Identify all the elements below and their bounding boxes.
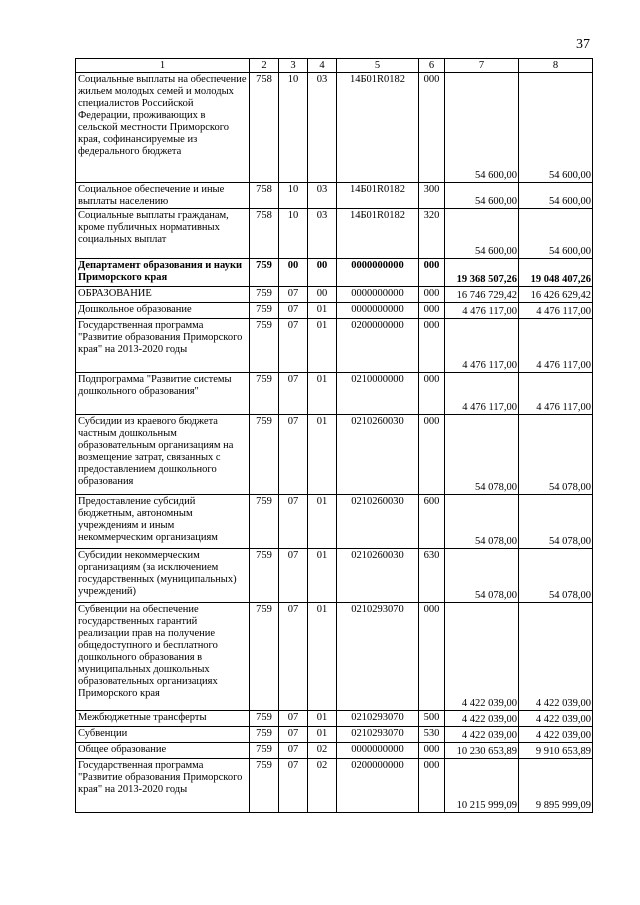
table-row <box>76 743 593 759</box>
amount-year2-cell: 19 048 407,26 <box>519 259 593 287</box>
section-cell: 07 <box>279 711 308 727</box>
target-article-cell: 0000000000 <box>337 259 419 287</box>
expense-type-cell: 000 <box>419 303 445 319</box>
target-article-cell: 0200000000 <box>337 319 419 373</box>
table-row <box>76 549 593 603</box>
subsection-cell: 01 <box>308 415 337 495</box>
row-name-cell: Департамент образования и науки Приморского края <box>76 259 250 287</box>
row-name-cell: ОБРАЗОВАНИЕ <box>76 287 250 303</box>
target-article-cell: 0210293070 <box>337 711 419 727</box>
amount-year2-cell: 54 600,00 <box>519 73 593 183</box>
header-cell: 1 <box>76 59 250 73</box>
row-name-cell: Подпрограмма "Развитие системы дошкольного образования" <box>76 373 250 415</box>
expense-type-cell: 320 <box>419 209 445 259</box>
subsection-cell: 00 <box>308 259 337 287</box>
subsection-cell: 01 <box>308 711 337 727</box>
row-name-cell: Субсидии некоммерческим организациям (за исключением государственных (муниципальных) учреждений) <box>76 549 250 603</box>
target-article-cell: 14Б01R0182 <box>337 73 419 183</box>
subsection-cell: 02 <box>308 743 337 759</box>
target-article-cell: 0210293070 <box>337 727 419 743</box>
section-cell: 07 <box>279 603 308 711</box>
table-row <box>76 495 593 549</box>
ministry-code-cell: 759 <box>250 415 279 495</box>
subsection-cell: 00 <box>308 287 337 303</box>
section-cell: 10 <box>279 183 308 209</box>
amount-year2-cell: 54 078,00 <box>519 549 593 603</box>
row-name-cell: Социальные выплаты на обеспечение жильем молодых семей и молодых специалистов Российской Федерации, проживающих в сельской местности Приморского края, софинансируемые из федерального бюджета <box>76 73 250 183</box>
amount-year1-cell: 54 078,00 <box>445 415 519 495</box>
ministry-code-cell: 758 <box>250 209 279 259</box>
ministry-code-cell: 759 <box>250 495 279 549</box>
amount-year2-cell: 9 910 653,89 <box>519 743 593 759</box>
amount-year1-cell: 10 230 653,89 <box>445 743 519 759</box>
subsection-cell: 03 <box>308 209 337 259</box>
section-cell: 07 <box>279 287 308 303</box>
target-article-cell: 14Б01R0182 <box>337 209 419 259</box>
amount-year2-cell: 4 476 117,00 <box>519 303 593 319</box>
ministry-code-cell: 759 <box>250 259 279 287</box>
expense-type-cell: 000 <box>419 287 445 303</box>
amount-year2-cell: 54 078,00 <box>519 415 593 495</box>
amount-year1-cell: 19 368 507,26 <box>445 259 519 287</box>
section-cell: 07 <box>279 415 308 495</box>
subsection-cell: 01 <box>308 373 337 415</box>
amount-year2-cell: 9 895 999,09 <box>519 759 593 813</box>
ministry-code-cell: 759 <box>250 759 279 813</box>
section-cell: 10 <box>279 209 308 259</box>
amount-year1-cell: 4 422 039,00 <box>445 727 519 743</box>
ministry-code-cell: 759 <box>250 319 279 373</box>
amount-year1-cell: 4 476 117,00 <box>445 303 519 319</box>
amount-year1-cell: 16 746 729,42 <box>445 287 519 303</box>
expense-type-cell: 000 <box>419 373 445 415</box>
amount-year2-cell: 54 600,00 <box>519 209 593 259</box>
header-cell: 7 <box>445 59 519 73</box>
amount-year2-cell: 4 476 117,00 <box>519 373 593 415</box>
expense-type-cell: 530 <box>419 727 445 743</box>
section-cell: 00 <box>279 259 308 287</box>
amount-year1-cell: 4 422 039,00 <box>445 711 519 727</box>
section-cell: 07 <box>279 373 308 415</box>
ministry-code-cell: 759 <box>250 711 279 727</box>
target-article-cell: 0000000000 <box>337 743 419 759</box>
row-name-cell: Субвенции <box>76 727 250 743</box>
table-row <box>76 759 593 813</box>
subsection-cell: 03 <box>308 183 337 209</box>
row-name-cell: Государственная программа "Развитие образования Приморского края" на 2013-2020 годы <box>76 319 250 373</box>
subsection-cell: 01 <box>308 549 337 603</box>
header-row <box>76 59 593 73</box>
section-cell: 07 <box>279 743 308 759</box>
amount-year1-cell: 4 476 117,00 <box>445 373 519 415</box>
expense-type-cell: 000 <box>419 73 445 183</box>
ministry-code-cell: 759 <box>250 549 279 603</box>
table-row <box>76 73 593 183</box>
page-number: 37 <box>576 37 590 52</box>
header-cell: 2 <box>250 59 279 73</box>
ministry-code-cell: 758 <box>250 183 279 209</box>
amount-year1-cell: 10 215 999,09 <box>445 759 519 813</box>
amount-year1-cell: 54 078,00 <box>445 549 519 603</box>
table-row <box>76 209 593 259</box>
row-name-cell: Социальные выплаты гражданам, кроме публичных нормативных социальных выплат <box>76 209 250 259</box>
header-cell: 4 <box>308 59 337 73</box>
amount-year2-cell: 4 422 039,00 <box>519 727 593 743</box>
expense-type-cell: 300 <box>419 183 445 209</box>
section-cell: 07 <box>279 727 308 743</box>
target-article-cell: 0200000000 <box>337 759 419 813</box>
target-article-cell: 0210293070 <box>337 603 419 711</box>
header-cell: 8 <box>519 59 593 73</box>
row-name-cell: Общее образование <box>76 743 250 759</box>
header-cell: 5 <box>337 59 419 73</box>
table-row <box>76 287 593 303</box>
amount-year1-cell: 4 476 117,00 <box>445 319 519 373</box>
target-article-cell: 0210000000 <box>337 373 419 415</box>
ministry-code-cell: 759 <box>250 603 279 711</box>
section-cell: 07 <box>279 319 308 373</box>
section-cell: 07 <box>279 759 308 813</box>
row-name-cell: Межбюджетные трансферты <box>76 711 250 727</box>
amount-year1-cell: 54 078,00 <box>445 495 519 549</box>
amount-year1-cell: 54 600,00 <box>445 183 519 209</box>
target-article-cell: 14Б01R0182 <box>337 183 419 209</box>
amount-year2-cell: 4 422 039,00 <box>519 603 593 711</box>
target-article-cell: 0210260030 <box>337 549 419 603</box>
expense-type-cell: 000 <box>419 743 445 759</box>
amount-year2-cell: 4 422 039,00 <box>519 711 593 727</box>
subsection-cell: 01 <box>308 495 337 549</box>
section-cell: 07 <box>279 495 308 549</box>
subsection-cell: 03 <box>308 73 337 183</box>
amount-year1-cell: 54 600,00 <box>445 73 519 183</box>
ministry-code-cell: 759 <box>250 373 279 415</box>
amount-year2-cell: 16 426 629,42 <box>519 287 593 303</box>
subsection-cell: 01 <box>308 303 337 319</box>
amount-year2-cell: 4 476 117,00 <box>519 319 593 373</box>
ministry-code-cell: 758 <box>250 73 279 183</box>
table-row <box>76 303 593 319</box>
expense-type-cell: 000 <box>419 259 445 287</box>
section-cell: 07 <box>279 303 308 319</box>
ministry-code-cell: 759 <box>250 743 279 759</box>
header-cell: 3 <box>279 59 308 73</box>
amount-year1-cell: 4 422 039,00 <box>445 603 519 711</box>
expense-type-cell: 000 <box>419 603 445 711</box>
amount-year1-cell: 54 600,00 <box>445 209 519 259</box>
expense-type-cell: 000 <box>419 759 445 813</box>
row-name-cell: Дошкольное образование <box>76 303 250 319</box>
target-article-cell: 0210260030 <box>337 495 419 549</box>
budget-table <box>75 58 593 813</box>
table-row <box>76 415 593 495</box>
subsection-cell: 01 <box>308 319 337 373</box>
section-cell: 07 <box>279 549 308 603</box>
row-name-cell: Социальное обеспечение и иные выплаты населению <box>76 183 250 209</box>
expense-type-cell: 000 <box>419 415 445 495</box>
row-name-cell: Субсидии из краевого бюджета частным дошкольным образовательным организациям на возмещение затрат, связанных с предоставлением дошкольного образования <box>76 415 250 495</box>
table-row <box>76 603 593 711</box>
table-row <box>76 319 593 373</box>
ministry-code-cell: 759 <box>250 287 279 303</box>
expense-type-cell: 500 <box>419 711 445 727</box>
amount-year2-cell: 54 600,00 <box>519 183 593 209</box>
row-name-cell: Государственная программа "Развитие образования Приморского края" на 2013-2020 годы <box>76 759 250 813</box>
target-article-cell: 0000000000 <box>337 287 419 303</box>
subsection-cell: 02 <box>308 759 337 813</box>
expense-type-cell: 000 <box>419 319 445 373</box>
ministry-code-cell: 759 <box>250 727 279 743</box>
table-row <box>76 727 593 743</box>
subsection-cell: 01 <box>308 603 337 711</box>
expense-type-cell: 600 <box>419 495 445 549</box>
target-article-cell: 0000000000 <box>337 303 419 319</box>
header-cell: 6 <box>419 59 445 73</box>
target-article-cell: 0210260030 <box>337 415 419 495</box>
table-row <box>76 711 593 727</box>
row-name-cell: Субвенции на обеспечение государственных гарантий реализации прав на получение общедоступного и бесплатного дошкольного образования в муниципальных дошкольных образовательных организациях Приморского края <box>76 603 250 711</box>
table-row <box>76 259 593 287</box>
row-name-cell: Предоставление субсидий бюджетным, автономным учреждениям и иным некоммерческим организациям <box>76 495 250 549</box>
amount-year2-cell: 54 078,00 <box>519 495 593 549</box>
table-row <box>76 183 593 209</box>
section-cell: 10 <box>279 73 308 183</box>
subsection-cell: 01 <box>308 727 337 743</box>
ministry-code-cell: 759 <box>250 303 279 319</box>
expense-type-cell: 630 <box>419 549 445 603</box>
table-row <box>76 373 593 415</box>
